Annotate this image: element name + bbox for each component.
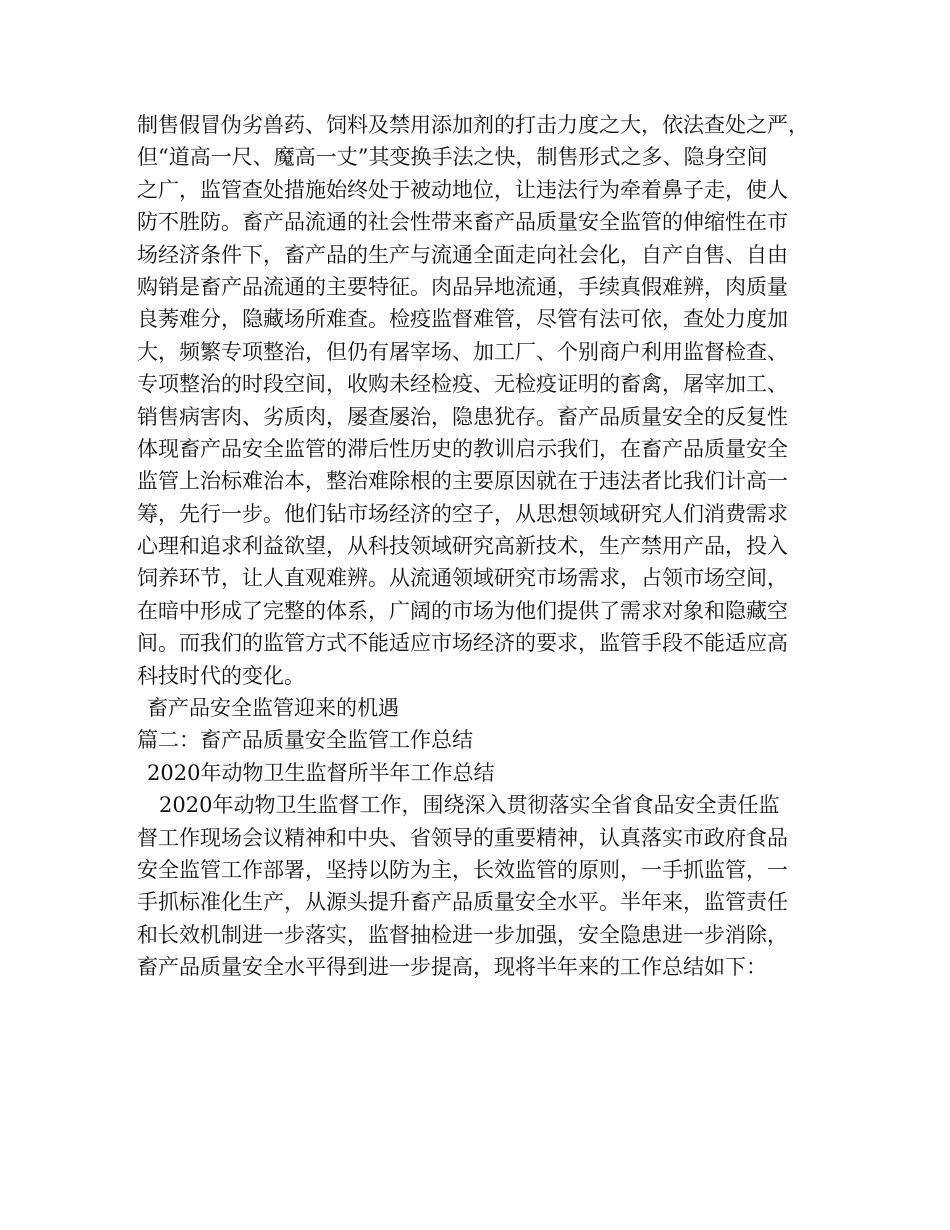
- paragraph-line: 手抓标准化生产，从源头提升畜产品质量安全水平。半年来，监管责任: [137, 890, 788, 915]
- paragraph-line: 畜产品质量安全水平得到进一步提高，现将半年来的工作总结如下：: [137, 955, 767, 980]
- paragraph-line: 督工作现场会议精神和中央、省领导的重要精神，认真落实市政府食品: [137, 825, 788, 850]
- text-line: 专项整治的时段空间，收购未经检疫、无检疫证明的畜禽，屠宰加工、: [137, 372, 788, 397]
- text-line: 但“道高一尺、魔高一丈”其变换手法之快，制售形式之多、隐身空间: [137, 145, 768, 170]
- paragraph-line: 2020年动物卫生监督工作，围绕深入贯彻落实全省食品安全责任监: [159, 793, 780, 818]
- text-line: 间。而我们的监管方式不能适应市场经济的要求，监管手段不能适应高: [137, 631, 788, 656]
- text-line: 体现畜产品安全监管的滞后性历史的教训启示我们，在畜产品质量安全: [137, 436, 788, 461]
- text-line: 饲养环节，让人直观难辨。从流通领域研究市场需求，占领市场空间，: [137, 566, 788, 591]
- text-line: 筹，先行一步。他们钻市场经济的空子，从思想领域研究人们消费需求: [137, 501, 788, 526]
- text-line: 心理和追求利益欲望，从科技领域研究高新技术，生产禁用产品，投入: [137, 534, 788, 559]
- text-line: 良莠难分，隐藏场所难查。检疫监督难管，尽管有法可依，查处力度加: [137, 307, 788, 332]
- text-line: 大，频繁专项整治，但仍有屠宰场、加工厂、个别商户利用监督检查、: [137, 339, 788, 364]
- text-line: 销售病害肉、劣质肉，屡查屡治，隐患犹存。畜产品质量安全的反复性: [137, 404, 788, 429]
- text-line: 防不胜防。畜产品流通的社会性带来畜产品质量安全监管的伸缩性在市: [137, 210, 788, 235]
- text-line: 科技时代的变化。: [137, 663, 305, 688]
- text-line: 监管上治标难治本，整治难除根的主要原因就在于违法者比我们计高一: [137, 469, 788, 494]
- section-heading-opportunity: 畜产品安全监管迎来的机遇: [147, 696, 399, 721]
- section-heading-part-two: 篇二：畜产品质量安全监管工作总结: [137, 728, 473, 753]
- text-line: 之广，监管查处措施始终处于被动地位，让违法行为牵着鼻子走，使人: [137, 177, 788, 202]
- paragraph-line: 和长效机制进一步落实，监督抽检进一步加强，安全隐患进一步消除，: [137, 922, 788, 947]
- report-title: 2020年动物卫生监督所半年工作总结: [147, 760, 495, 785]
- text-line: 购销是畜产品流通的主要特征。肉品异地流通，手续真假难辨，肉质量: [137, 274, 788, 299]
- text-line: 在暗中形成了完整的体系，广阔的市场为他们提供了需求对象和隐藏空: [137, 598, 788, 623]
- paragraph-line: 安全监管工作部署，坚持以防为主，长效监管的原则，一手抓监管，一: [137, 857, 788, 882]
- text-line: 场经济条件下，畜产品的生产与流通全面走向社会化，自产自售、自由: [137, 242, 788, 267]
- document-body: [137, 109, 837, 984]
- text-line: 制售假冒伪劣兽药、饲料及禁用添加剂的打击力度之大，依法查处之严，: [137, 113, 809, 137]
